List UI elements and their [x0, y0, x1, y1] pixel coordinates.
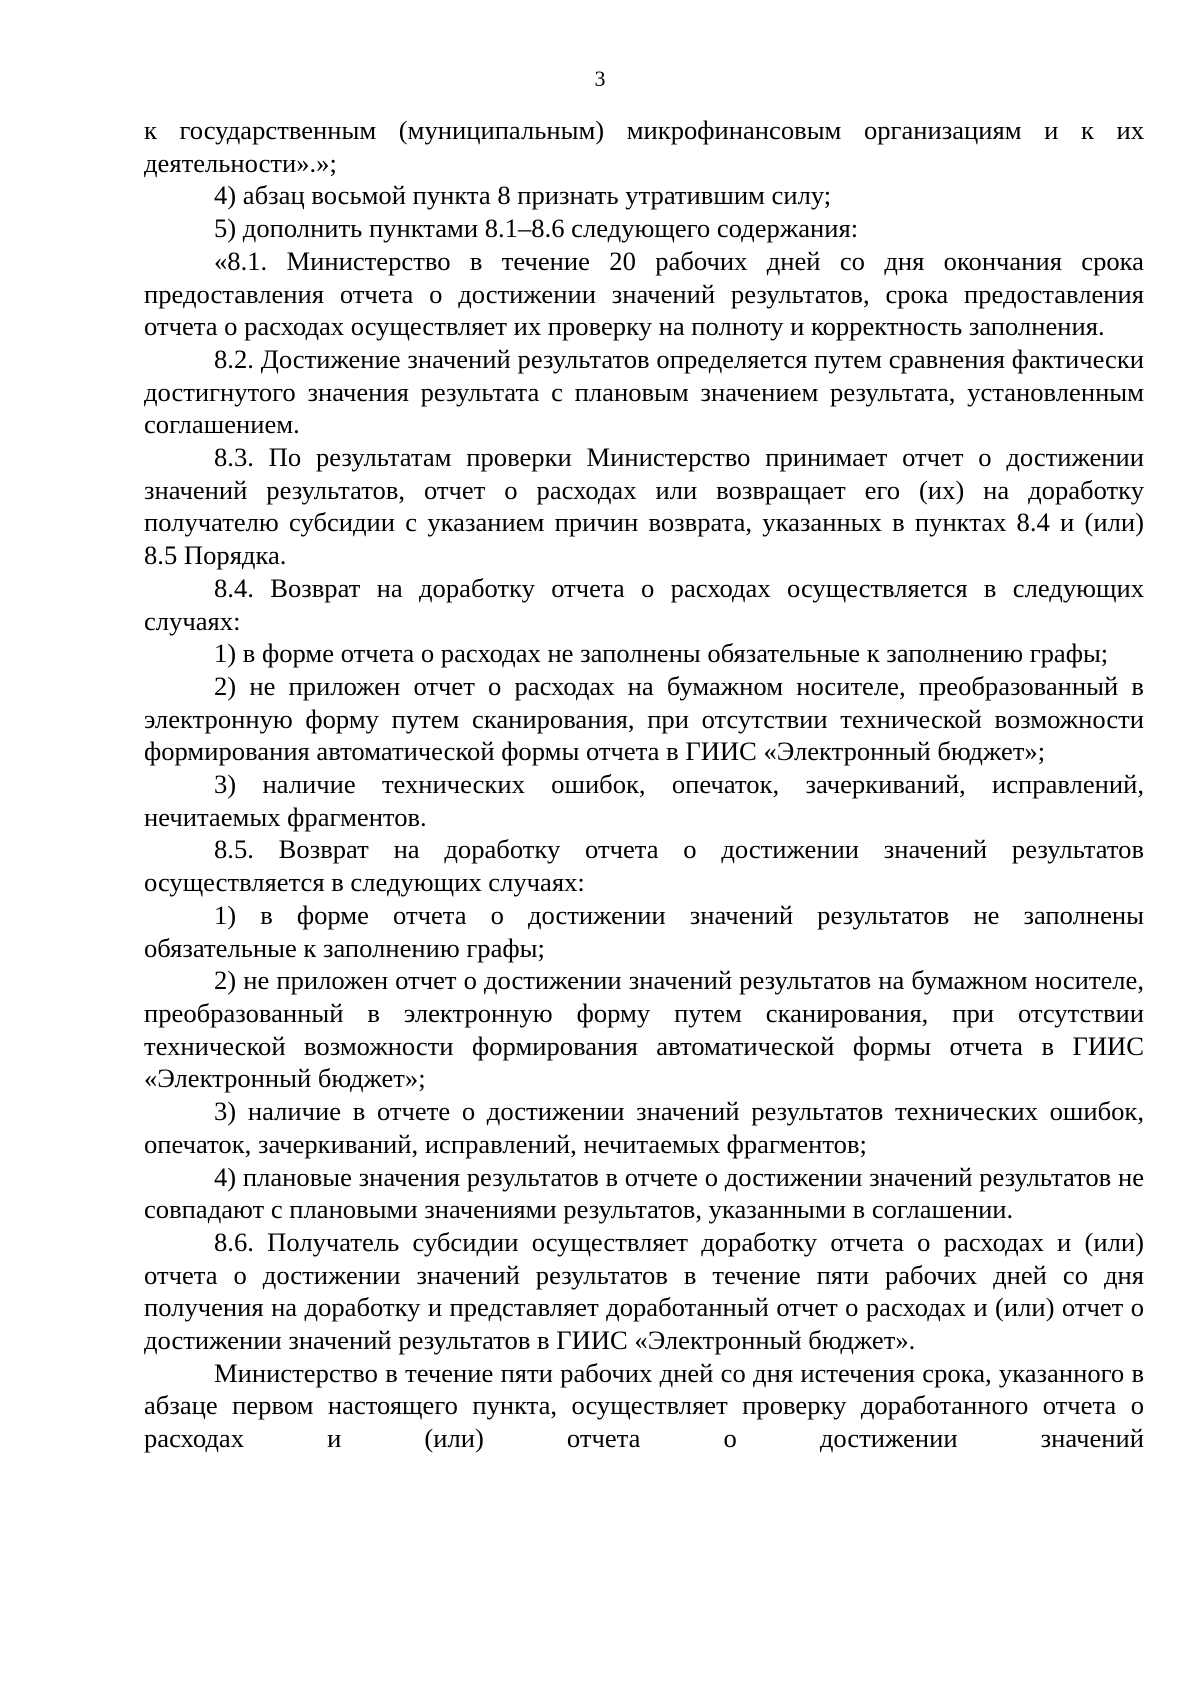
document-body [144, 114, 1144, 1455]
paragraph-8-4: 8.4. Возврат на доработку отчета о расходах осуществляется в следующих случаях: [144, 572, 1144, 636]
paragraph-8-6: 8.6. Получатель субсидии осуществляет доработку отчета о расходах и (или) отчета о достижении значений результатов в течение пяти рабочих дней со дня получения на доработку и представляет доработанный отчет о расходах и (или) отчет о достижении значений результатов в ГИИС «Электронный бюджет». [144, 1226, 1144, 1356]
paragraph-8-2: 8.2. Достижение значений результатов определяется путем сравнения фактически достигнутого значения результата с плановым значением результата, установленным соглашением. [144, 343, 1144, 440]
paragraph-continuation: к государственным (муниципальным) микрофинансовым организациям и к их деятельности».»; [144, 115, 1144, 178]
paragraph-8-4-subitem-3: 3) наличие технических ошибок, опечаток, зачеркиваний, исправлений, нечитаемых фрагментов. [144, 769, 1144, 832]
paragraph-8-1: «8.1. Министерство в течение 20 рабочих дней со дня окончания срока предоставления отчета о достижении значений результатов, срока предоставления отчета о расходах осуществляет их проверку на полноту и корректность заполнения. [144, 245, 1144, 342]
paragraph-8-5-subitem-3: 3) наличие в отчете о достижении значений результатов технических ошибок, опечаток, зачеркиваний, исправлений, нечитаемых фрагментов; [144, 1096, 1144, 1159]
paragraph-item-5: 5) дополнить пунктами 8.1–8.6 следующего содержания: [214, 213, 859, 244]
paragraph-8-4-subitem-2: 2) не приложен отчет о расходах на бумажном носителе, преобразованный в электронную форму путем сканирования, при отсутствии технической возможности формирования автоматической формы отчета в ГИИС «Электронный бюджет»; [144, 670, 1144, 767]
paragraph-ministry-check: Министерство в течение пяти рабочих дней со дня истечения срока, указанного в абзаце первом настоящего пункта, осуществляет проверку доработанного отчета о расходах и (или) отчета о достижении значений [144, 1357, 1144, 1454]
paragraph-8-5-subitem-4: 4) плановые значения результатов в отчете о достижении значений результатов не совпадают с плановыми значениями результатов, указанными в соглашении. [144, 1161, 1144, 1225]
paragraph-8-5-subitem-1: 1) в форме отчета о достижении значений результатов не заполнены обязательные к заполнению графы; [144, 899, 1144, 963]
paragraph-8-3: 8.3. По результатам проверки Министерство принимает отчет о достижении значений результатов, отчет о расходах или возвращает его (их) на доработку получателю субсидии с указанием причин возврата, указанных в пунктах 8.4 и (или) 8.5 Порядка. [144, 442, 1144, 571]
paragraph-item-4: 4) абзац восьмой пункта 8 признать утратившим силу; [214, 180, 832, 211]
paragraph-8-5: 8.5. Возврат на доработку отчета о достижении значений результатов осуществляется в следующих случаях: [144, 834, 1144, 898]
paragraph-8-5-subitem-2: 2) не приложен отчет о достижении значений результатов на бумажном носителе, преобразованный в электронную форму путем сканирования, при отсутствии технической возможности формирования автоматической формы отчета в ГИИС «Электронный бюджет»; [144, 965, 1144, 1094]
page-number: 3 [594, 66, 606, 91]
paragraph-8-4-subitem-1: 1) в форме отчета о расходах не заполнены обязательные к заполнению графы; [214, 638, 1109, 669]
